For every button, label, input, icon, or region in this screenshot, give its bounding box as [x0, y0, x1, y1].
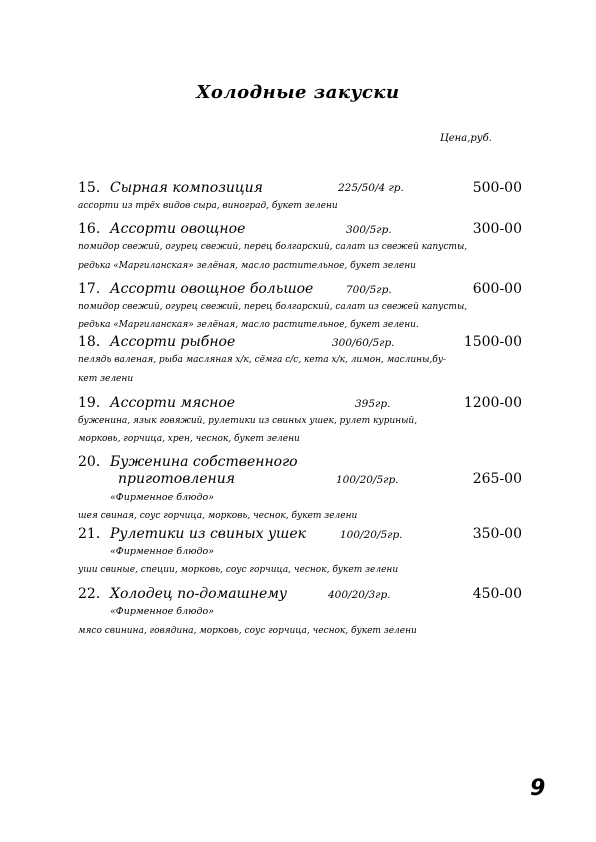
item-description: буженина, язык говяжий, рулетики из свиных ушек, рулет куриный, [78, 416, 418, 426]
item-price: 450-00 [472, 586, 522, 602]
item-description: помидор свежий, огурец свежий, перец болгарский, салат из свежей капусты, [78, 302, 468, 312]
item-number: 15. [78, 180, 101, 196]
item-description: кет зелени [78, 374, 134, 384]
item-name: Рулетики из свиных ушек [110, 526, 306, 542]
signature-dish-badge: «Фирменное блюдо» [110, 492, 215, 503]
item-weight: 300/60/5гр. [332, 337, 395, 349]
price-column-header: Цена,руб. [440, 133, 492, 144]
item-price: 600-00 [472, 281, 522, 297]
item-description: редька «Маргиланская» зелёная, масло растительное, букет зелени. [78, 320, 419, 330]
item-description: пелядь валеная, рыба масляная х/к, сёмга с/с, кета х/к, лимон, маслины,бу- [78, 355, 447, 365]
item-name: Ассорти мясное [110, 395, 236, 411]
item-number: 21. [78, 526, 101, 542]
signature-dish-badge: «Фирменное блюдо» [110, 546, 215, 557]
item-name: Буженина собственного [110, 454, 298, 470]
item-price: 265-00 [472, 471, 522, 487]
item-price: 500-00 [472, 180, 522, 196]
item-description: морковь, горчица, хрен, чеснок, букет зелени [78, 434, 300, 444]
item-description: уши свиные, специи, морковь, соус горчица, чеснок, букет зелени [78, 565, 399, 575]
item-description: мясо свинина, говядина, морковь, соус горчица, чеснок, букет зелени [78, 626, 417, 636]
item-price: 300-00 [472, 221, 522, 237]
item-description: редька «Маргиланская» зелёная, масло растительное, букет зелени [78, 261, 416, 271]
item-number: 22. [78, 586, 101, 602]
item-name: Холодец по-домашнему [110, 586, 288, 602]
item-price: 1200-00 [463, 395, 522, 411]
item-name-continued: приготовления [118, 471, 236, 487]
item-weight: 100/20/5гр. [336, 474, 399, 486]
item-description: помидор свежий, огурец свежий, перец болгарский, салат из свежей капусты, [78, 242, 468, 252]
item-weight: 225/50/4 гр. [338, 182, 404, 194]
item-price: 1500-00 [463, 334, 522, 350]
item-name: Ассорти овощное [110, 221, 246, 237]
item-name: Сырная композиция [110, 180, 263, 196]
item-number: 20. [78, 454, 101, 470]
item-number: 18. [78, 334, 101, 350]
item-number: 17. [78, 281, 101, 297]
item-weight: 700/5гр. [346, 284, 392, 296]
item-description: ассорти из трёх видов сыра, виноград, букет зелени [78, 201, 338, 211]
signature-dish-badge: «Фирменное блюдо» [110, 606, 215, 617]
item-weight: 400/20/3гр. [328, 589, 391, 601]
item-name: Ассорти овощное большое [110, 281, 314, 297]
item-number: 16. [78, 221, 101, 237]
page-number: 9 [530, 776, 546, 801]
item-weight: 100/20/5гр. [340, 529, 403, 541]
item-description: шея свиная, соус горчица, морковь, чеснок, букет зелени [78, 511, 358, 521]
item-number: 19. [78, 395, 101, 411]
item-weight: 300/5гр. [346, 224, 392, 236]
item-name: Ассорти рыбное [110, 334, 236, 350]
item-price: 350-00 [472, 526, 522, 542]
item-weight: 395гр. [355, 398, 391, 410]
section-title: Холодные закуски [196, 82, 400, 103]
